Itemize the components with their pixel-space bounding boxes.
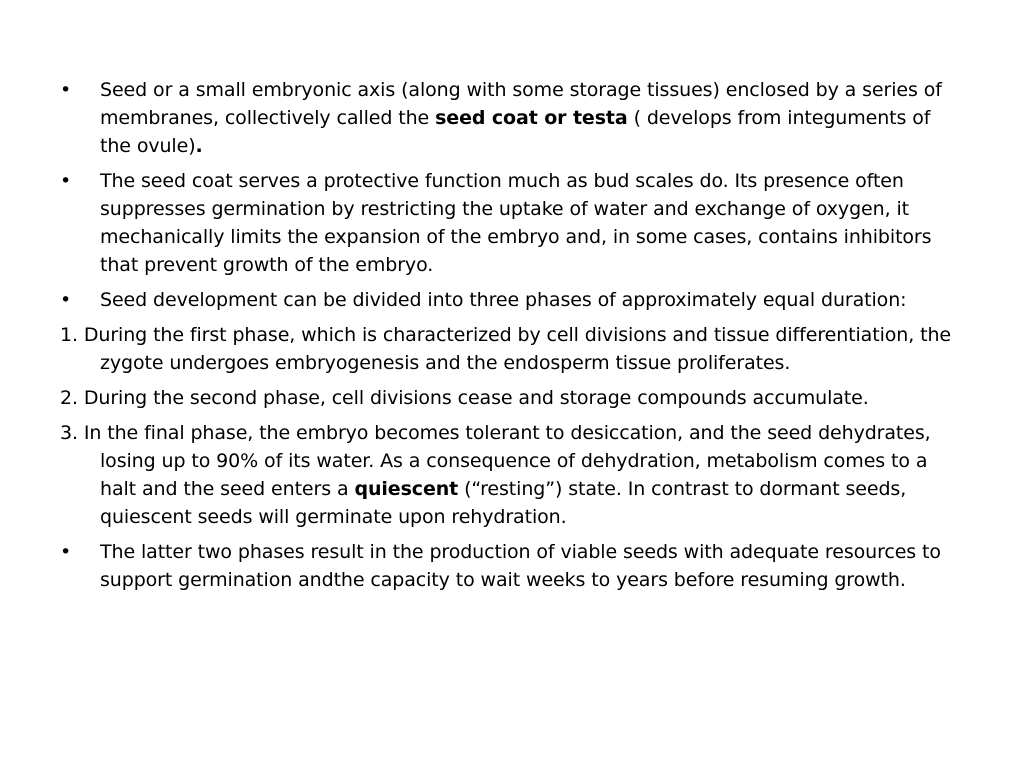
- number-marker: 1.: [60, 324, 84, 346]
- bullet-marker: •: [60, 79, 72, 101]
- text-run: The seed coat serves a protective function much as bud scales do. Its presence often suppresses germination by restricting the uptake of water and exchange of oxygen, it mechanically limits the expansion of the embryo and, in some cases, contains inhibitors that prevent growth of the embryo.: [100, 170, 932, 276]
- bullet-item: [60, 167, 960, 279]
- slide-body: [60, 76, 960, 601]
- bullet-text: [100, 289, 906, 311]
- text-run: The latter two phases result in the production of viable seeds with adequate resources to support germination andthe capacity to wait weeks to years before resuming growth.: [100, 541, 941, 591]
- bullet-item: [60, 538, 960, 594]
- numbered-item: [60, 384, 960, 412]
- numbered-text: [84, 387, 869, 409]
- bold-term: quiescent: [354, 478, 459, 500]
- bold-term: seed coat or testa: [435, 107, 628, 129]
- bullet-marker: •: [60, 289, 72, 311]
- text-run: In the final phase, the embryo becomes tolerant to desiccation, and the seed dehydrates, losing up to 90% of its water. As a consequence of dehydration, metabolism comes to a halt and the seed enters a: [83, 422, 931, 500]
- text-run: ( develops from integuments of the ovule): [100, 107, 931, 157]
- bullet-text: [100, 170, 931, 276]
- number-marker: 2.: [60, 387, 84, 409]
- bullet-marker: •: [60, 541, 72, 563]
- bullet-item: [60, 286, 960, 314]
- bullet-item: [60, 76, 960, 160]
- numbered-item: [60, 321, 960, 377]
- text-run: (“resting”) state. In contrast to dormant seeds, quiescent seeds will germinate upon rehydration.: [100, 478, 907, 528]
- bullet-text: [100, 79, 942, 157]
- bullet-text: [100, 541, 941, 591]
- bullet-marker: •: [60, 170, 72, 192]
- numbered-item: [60, 419, 960, 531]
- bold-period: .: [195, 135, 203, 157]
- text-run: Seed development can be divided into three phases of approximately equal duration:: [100, 289, 907, 311]
- text-run: Seed or a small embryonic axis (along with some storage tissues) enclosed by a series of membranes, collectively called the: [100, 79, 942, 129]
- numbered-text: [84, 422, 931, 528]
- text-run: During the first phase, which is characterized by cell divisions and tissue differentiation, the zygote undergoes embryogenesis and the endosperm tissue proliferates.: [83, 324, 951, 374]
- text-run: During the second phase, cell divisions cease and storage compounds accumulate.: [83, 387, 869, 409]
- number-marker: 3.: [60, 422, 84, 444]
- numbered-text: [84, 324, 951, 374]
